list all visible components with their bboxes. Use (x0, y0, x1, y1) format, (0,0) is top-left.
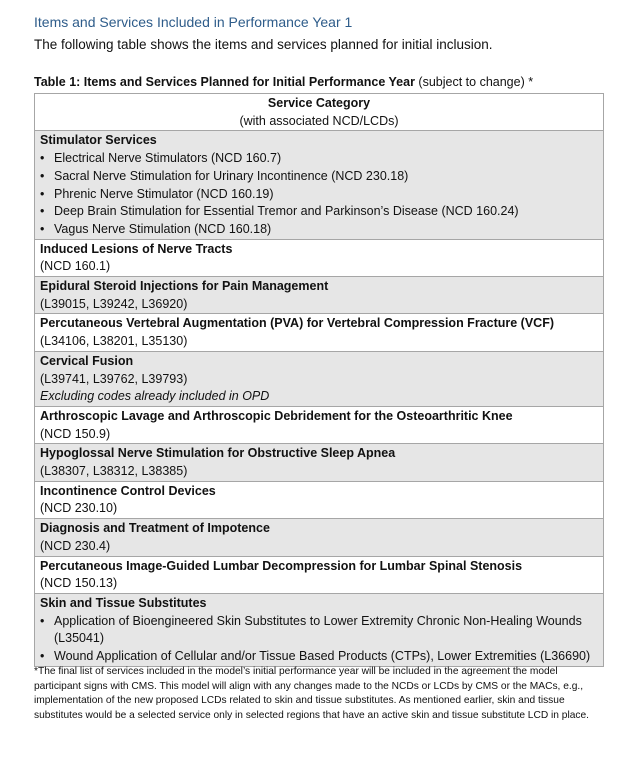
intro-text: The following table shows the items and services planned for initial inclusion. (34, 37, 493, 52)
service-title: Percutaneous Vertebral Augmentation (PVA) for Vertebral Compression Fracture (VCF) (40, 316, 554, 331)
service-cell (35, 519, 604, 556)
service-code: (NCD 160.1) (40, 259, 111, 274)
service-note: Excluding codes already included in OPD (40, 389, 270, 404)
service-cell (35, 406, 604, 443)
service-code: (NCD 230.4) (40, 538, 111, 553)
service-cell (35, 593, 604, 666)
service-bullet: • Deep Brain Stimulation for Essential Tremor and Parkinson’s Disease (NCD 160.24) (54, 203, 598, 221)
table-row (35, 444, 604, 481)
service-title: Cervical Fusion (40, 353, 134, 368)
service-bullet: • Phrenic Nerve Stimulator (NCD 160.19) (54, 186, 598, 204)
service-title: Epidural Steroid Injections for Pain Management (40, 279, 329, 294)
section-heading: Items and Services Included in Performance Year 1 (34, 14, 353, 30)
service-title: Skin and Tissue Substitutes (40, 595, 207, 610)
service-title: Incontinence Control Devices (40, 483, 216, 498)
service-cell (35, 239, 604, 276)
service-cell (35, 351, 604, 406)
service-title: Stimulator Services (40, 133, 157, 148)
table-header-row (35, 94, 604, 131)
table-row (35, 351, 604, 406)
service-title: Hypoglossal Nerve Stimulation for Obstructive Sleep Apnea (40, 446, 396, 461)
service-title: Percutaneous Image-Guided Lumbar Decompression for Lumbar Spinal Stenosis (40, 558, 523, 573)
service-bullet-list (40, 613, 598, 666)
service-bullet: • Application of Bioengineered Skin Substitutes to Lower Extremity Chronic Non-Healing Wounds (L35041) (54, 613, 598, 648)
service-cell (35, 444, 604, 481)
table-row (35, 239, 604, 276)
service-cell (35, 277, 604, 314)
service-code: (NCD 150.13) (40, 576, 118, 591)
service-code: (L34106, L38201, L35130) (40, 334, 188, 349)
table-row (35, 131, 604, 239)
service-code: (L39015, L39242, L36920) (40, 296, 188, 311)
service-bullet: • Sacral Nerve Stimulation for Urinary Incontinence (NCD 230.18) (54, 168, 598, 186)
table-row (35, 481, 604, 518)
service-cell (35, 131, 604, 239)
table-row (35, 556, 604, 593)
service-title: Induced Lesions of Nerve Tracts (40, 241, 233, 256)
table-row (35, 406, 604, 443)
header-title: Service Category (267, 96, 371, 110)
service-bullet: • Electrical Nerve Stimulators (NCD 160.7) (54, 150, 598, 168)
header-subtitle: (with associated NCD/LCDs) (239, 113, 399, 128)
service-code: (NCD 230.10) (40, 501, 118, 516)
service-bullet: • Wound Application of Cellular and/or Tissue Based Products (CTPs), Lower Extremities (L36690) (54, 648, 598, 666)
services-table (34, 93, 604, 667)
table-header-cell (35, 94, 604, 131)
service-code: (L39741, L39762, L39793) (40, 371, 188, 386)
service-code: (NCD 150.9) (40, 426, 111, 441)
table-caption (34, 75, 533, 89)
service-code: (L38307, L38312, L38385) (40, 464, 188, 479)
service-cell (35, 556, 604, 593)
service-cell (35, 314, 604, 351)
table-row (35, 277, 604, 314)
table-caption-note: (subject to change) * (414, 75, 534, 89)
service-bullet-list (40, 150, 598, 239)
service-title: Arthroscopic Lavage and Arthroscopic Debridement for the Osteoarthritic Knee (40, 408, 513, 423)
table-caption-bold: Table 1: Items and Services Planned for Initial Performance Year (34, 75, 415, 89)
table-row (35, 314, 604, 351)
footnote: *The final list of services included in the model’s initial performance year will be included in the agreement the model participant signs with CMS. This model will align with any changes made to the NCDs or LCDs by CMS or the MACs, e.g., implementation of the new proposed LCDs related to skin and tissue substitutes. As mentioned earlier, skin and tissue substitutes would be a selected service only in selected regions that have an active skin and tissue substitute LCD in place. (34, 666, 589, 721)
service-cell (35, 481, 604, 518)
table-row (35, 519, 604, 556)
service-bullet: • Vagus Nerve Stimulation (NCD 160.18) (54, 221, 598, 239)
table-row (35, 593, 604, 666)
service-title: Diagnosis and Treatment of Impotence (40, 521, 270, 536)
